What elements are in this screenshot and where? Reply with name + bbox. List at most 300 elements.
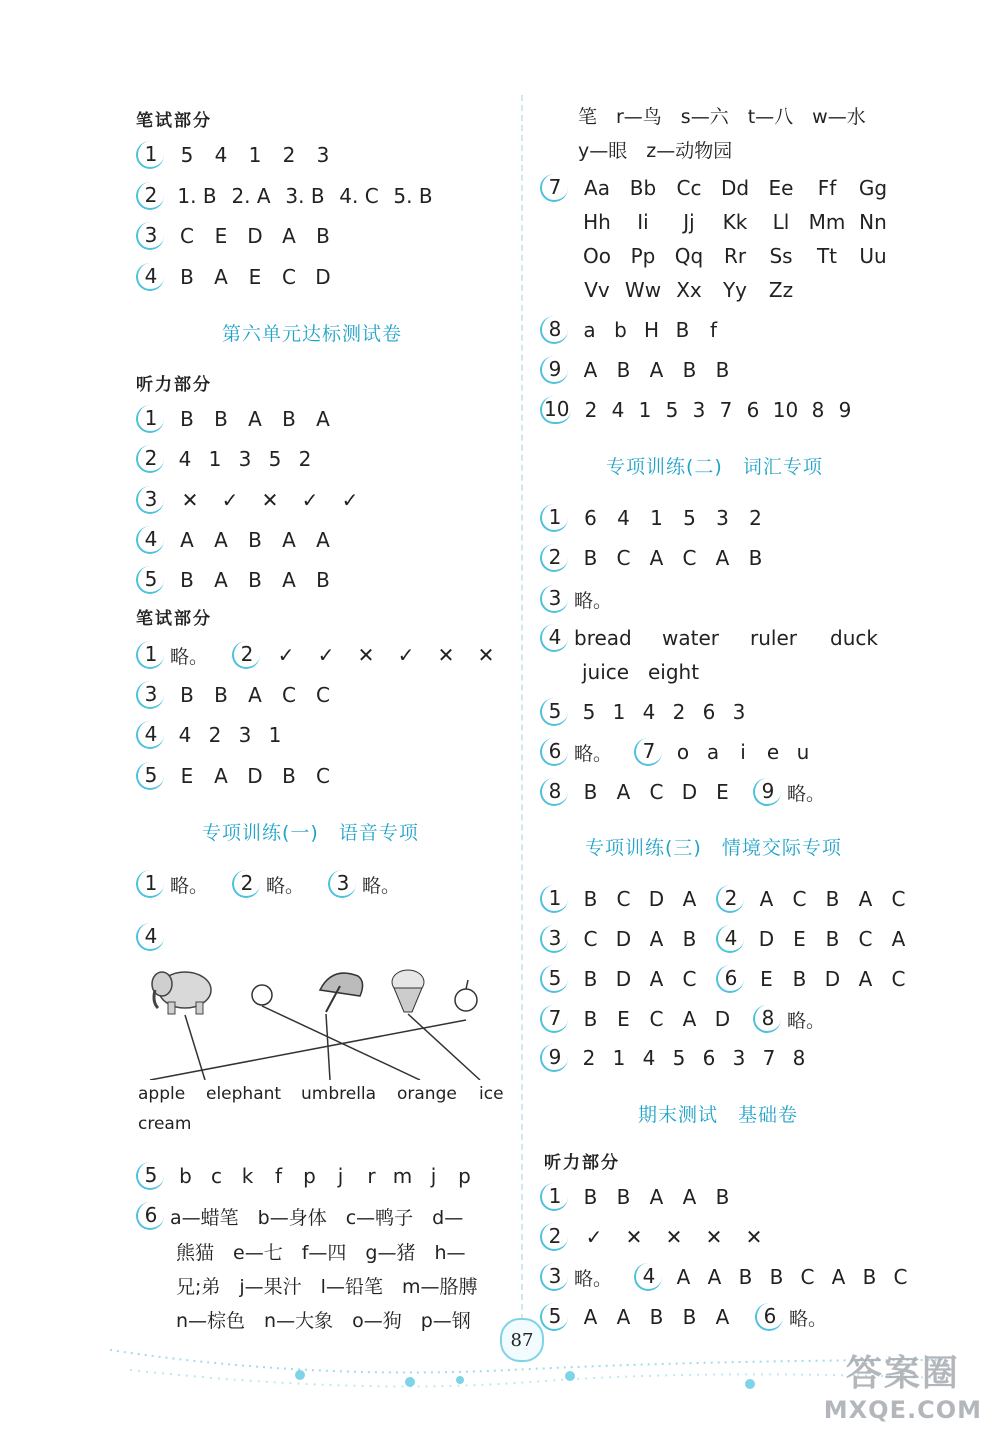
- answer-row: [136, 679, 340, 711]
- answer: 1: [650, 506, 663, 530]
- question-number: 8: [753, 1005, 781, 1033]
- question-number: 3: [328, 870, 356, 898]
- answer: E: [617, 1007, 630, 1031]
- answer: B: [583, 887, 598, 911]
- question-number: 7: [540, 1005, 568, 1033]
- answer: B: [282, 407, 296, 431]
- answer: C: [891, 887, 906, 911]
- answer: 3. B: [285, 184, 325, 208]
- question-number: 6: [755, 1303, 783, 1331]
- answer: B: [180, 683, 194, 707]
- question-number: 4: [136, 923, 164, 951]
- answer: A: [248, 683, 262, 707]
- special1-heading: 专项训练(一) 语音专项: [202, 822, 419, 844]
- question-number: 5: [540, 965, 568, 993]
- answer-row: [540, 1301, 827, 1333]
- answer: C: [649, 1007, 664, 1031]
- cross-mark: ✕: [665, 1225, 683, 1249]
- letter-pair: Ss: [769, 244, 793, 268]
- answer: A: [282, 224, 296, 248]
- answer: c: [211, 1164, 222, 1188]
- answer: B: [825, 887, 840, 911]
- question-number: 7: [634, 738, 662, 766]
- answer: i: [740, 740, 746, 764]
- answer: 1: [208, 447, 222, 471]
- apple-icon: [455, 980, 477, 1011]
- answer-row: [136, 220, 340, 252]
- answer: p: [303, 1164, 316, 1188]
- answer: B: [675, 318, 690, 342]
- answer: 3: [316, 143, 330, 167]
- answer: A: [214, 764, 228, 788]
- answer: B: [715, 1185, 730, 1209]
- answer-row: [136, 443, 320, 475]
- answer: b: [179, 1164, 192, 1188]
- answer: C: [891, 967, 906, 991]
- word-apple: apple: [138, 1084, 186, 1104]
- answer: j: [337, 1164, 344, 1188]
- question-number: 3: [540, 1263, 568, 1291]
- answer: 2: [584, 398, 598, 422]
- question-number: 5: [136, 762, 164, 790]
- answer: 1: [612, 1046, 626, 1070]
- answer-row: [540, 1042, 814, 1074]
- answer-row: [540, 696, 754, 728]
- answer: E: [180, 764, 194, 788]
- question-number: 4: [136, 263, 164, 291]
- watermark-text: 答案圈: [845, 1353, 960, 1394]
- answer: A: [649, 967, 664, 991]
- answer-row: [540, 394, 858, 426]
- answer-row: [540, 1003, 825, 1035]
- answer: C: [893, 1265, 908, 1289]
- answer: 2: [298, 447, 312, 471]
- answer: 10: [772, 398, 799, 422]
- question-number: 1: [540, 885, 568, 913]
- answer: A: [715, 1305, 730, 1329]
- question-number: 3: [136, 486, 164, 514]
- answer: 2. A: [231, 184, 271, 208]
- answer: 2: [208, 723, 222, 747]
- question-number: 4: [716, 925, 744, 953]
- answer: A: [583, 1305, 598, 1329]
- answer: A: [282, 528, 296, 552]
- answer-row: [540, 1181, 739, 1213]
- column-divider: [521, 95, 523, 1330]
- answer-row: [540, 963, 915, 995]
- answer: B: [214, 683, 228, 707]
- question-number: 6: [136, 1202, 164, 1230]
- letter-pair: Uu: [859, 244, 887, 268]
- answer-row: [136, 719, 290, 751]
- question-number: 1: [136, 870, 164, 898]
- answer: A: [649, 358, 664, 382]
- question-number: 9: [540, 1044, 568, 1072]
- answer: D: [247, 764, 263, 788]
- answer: C: [180, 224, 194, 248]
- answer: 5: [672, 1046, 686, 1070]
- answer-row: [540, 354, 739, 386]
- question-number: 10: [540, 396, 571, 424]
- answer: 略。: [574, 589, 613, 612]
- final-test-heading: 期末测试 基础卷: [638, 1104, 799, 1126]
- answer: 3: [732, 700, 746, 724]
- letter-pair: Ff: [817, 176, 837, 200]
- answer: 5: [665, 398, 679, 422]
- answer: 2: [582, 1046, 596, 1070]
- answer: 略。: [170, 874, 209, 897]
- answer: C: [316, 764, 330, 788]
- section-title-listening: 听力部分: [544, 1153, 620, 1173]
- answer-row: [136, 524, 340, 556]
- answer: E: [716, 780, 729, 804]
- letter-pair: Ll: [772, 210, 790, 234]
- answer: C: [583, 927, 598, 951]
- answer: p: [458, 1164, 471, 1188]
- section-title-written: 笔试部分: [136, 609, 212, 629]
- question-number: 1: [540, 504, 568, 532]
- answer: A: [858, 967, 873, 991]
- answer: 1. B: [177, 184, 217, 208]
- letter-pair: Qq: [674, 244, 704, 268]
- word-ice: ice: [479, 1084, 504, 1104]
- answer: D: [648, 887, 665, 911]
- special3-heading: 专项训练(三) 情境交际专项: [585, 837, 842, 859]
- answer-row: [136, 403, 340, 435]
- answer: B: [748, 546, 763, 570]
- letter-pair: Rr: [723, 244, 747, 268]
- answer-row: [136, 1200, 463, 1232]
- answer: 略。: [787, 782, 826, 805]
- answer-row: [540, 542, 772, 574]
- question-number: 8: [540, 316, 568, 344]
- answer: 略。: [787, 1009, 826, 1032]
- answer: 5: [180, 143, 194, 167]
- answer: A: [649, 927, 664, 951]
- answer: A: [891, 927, 906, 951]
- answer: 8: [811, 398, 825, 422]
- answer: A: [583, 358, 598, 382]
- cross-mark: ✕: [357, 643, 375, 667]
- check-mark: ✓: [397, 643, 415, 667]
- question-number: 6: [540, 738, 568, 766]
- answer: A: [682, 1007, 697, 1031]
- question-number: 2: [136, 445, 164, 473]
- letter-pair: Xx: [676, 278, 702, 302]
- answer: 3: [716, 506, 729, 530]
- answer: B: [214, 407, 228, 431]
- answer: B: [583, 780, 598, 804]
- answer: 5: [268, 447, 282, 471]
- question-number: 4: [136, 721, 164, 749]
- answer: D: [681, 780, 698, 804]
- answer: A: [616, 1305, 631, 1329]
- answer-row: [540, 314, 729, 346]
- section-title-written: 笔试部分: [136, 111, 212, 131]
- answer-row: [582, 656, 708, 688]
- answer: 3: [732, 1046, 746, 1070]
- answer-row: [136, 564, 340, 596]
- question-number: 3: [136, 222, 164, 250]
- answer-line: y—眼 z—动物园: [578, 140, 733, 162]
- answer: D: [758, 927, 775, 951]
- answer: E: [760, 967, 773, 991]
- answer: B: [583, 1185, 598, 1209]
- special2-heading: 专项训练(二) 词汇专项: [606, 456, 823, 478]
- question-number: 1: [136, 141, 164, 169]
- letter-pair: Gg: [858, 176, 888, 200]
- answer: a: [583, 318, 596, 342]
- alphabet-row: [574, 240, 896, 272]
- answer: 6: [746, 398, 760, 422]
- word-cream: cream: [138, 1114, 192, 1134]
- cross-mark: ✕: [261, 488, 279, 512]
- answer: 2: [672, 700, 686, 724]
- answer: C: [282, 683, 296, 707]
- letter-pair: Nn: [859, 210, 887, 234]
- answer: 4: [642, 700, 656, 724]
- letter-pair: Tt: [816, 244, 838, 268]
- answer: b: [614, 318, 627, 342]
- answer: a: [706, 740, 720, 764]
- answer: B: [792, 967, 807, 991]
- alphabet-row: [574, 274, 804, 306]
- answer: C: [858, 927, 873, 951]
- answer-row: [136, 484, 370, 516]
- answer: D: [714, 1007, 731, 1031]
- check-mark: ✓: [585, 1225, 603, 1249]
- answer: e: [766, 740, 780, 764]
- answer: A: [759, 887, 774, 911]
- answer: A: [858, 887, 873, 911]
- answer: 4: [178, 723, 192, 747]
- answer: 7: [762, 1046, 776, 1070]
- answer: B: [248, 568, 262, 592]
- check-mark: ✓: [301, 488, 319, 512]
- umbrella-icon: [320, 973, 363, 1012]
- answer: A: [676, 1265, 691, 1289]
- answer-row: [540, 1261, 916, 1293]
- question-number: 5: [540, 698, 568, 726]
- answer: k: [241, 1164, 254, 1188]
- answer: A: [682, 1185, 697, 1209]
- answer: 2: [282, 143, 296, 167]
- letter-pair: Vv: [584, 278, 610, 302]
- question-number: 4: [540, 624, 568, 652]
- answer: 略。: [789, 1307, 828, 1330]
- answer-line: 兄;弟 j—果汁 l—铅笔 m—胳膊: [176, 1276, 478, 1298]
- answer-row: [540, 622, 882, 654]
- answer: 4: [617, 506, 630, 530]
- answer: j: [430, 1164, 437, 1188]
- answer: C: [316, 683, 330, 707]
- letter-pair: Mm: [808, 210, 846, 234]
- question-number: 6: [716, 965, 744, 993]
- answer: A: [715, 546, 730, 570]
- answer: A: [214, 568, 228, 592]
- answer: 6: [702, 1046, 716, 1070]
- question-number: 5: [540, 1303, 568, 1331]
- answer-row: [136, 639, 506, 671]
- answer: 略。: [574, 1267, 613, 1290]
- question-number: 2: [540, 544, 568, 572]
- answer: H: [643, 318, 660, 342]
- cross-mark: ✕: [625, 1225, 643, 1249]
- answer: C: [800, 1265, 815, 1289]
- cross-mark: ✕: [437, 643, 455, 667]
- answer: B: [616, 358, 631, 382]
- answer: 3: [692, 398, 706, 422]
- answer-row: [540, 776, 825, 808]
- answer: 4: [642, 1046, 656, 1070]
- question-number: 2: [136, 182, 164, 210]
- answer: E: [793, 927, 806, 951]
- answer: 1: [612, 700, 626, 724]
- question-number: 2: [232, 641, 260, 669]
- letter-pair: Hh: [583, 210, 611, 234]
- answer-row: [136, 921, 170, 953]
- answer: B: [583, 546, 598, 570]
- answer: 5: [582, 700, 596, 724]
- answer: 6: [702, 700, 716, 724]
- answer: B: [738, 1265, 753, 1289]
- answer: B: [180, 568, 194, 592]
- answer: o: [676, 740, 690, 764]
- letter-pair: Ee: [768, 176, 794, 200]
- answer: A: [214, 528, 228, 552]
- question-number: 9: [540, 356, 568, 384]
- letter-pair: Pp: [630, 244, 656, 268]
- answer: r: [367, 1164, 376, 1188]
- answer: B: [316, 224, 330, 248]
- check-mark: ✓: [341, 488, 359, 512]
- answer: 略。: [170, 645, 209, 668]
- word-elephant: elephant: [206, 1084, 282, 1104]
- letter-pair: Zz: [768, 278, 794, 302]
- answer-row: [540, 923, 915, 955]
- answer: 略。: [362, 874, 401, 897]
- check-mark: ✓: [277, 643, 295, 667]
- answer: 5. B: [393, 184, 433, 208]
- answer: A: [282, 568, 296, 592]
- answer-row: [540, 736, 818, 768]
- answer-line: 笔 r—鸟 s—六 t—八 w—水: [578, 106, 866, 128]
- answer: 略。: [266, 874, 305, 897]
- answer: A: [214, 265, 228, 289]
- watermark-logo: [824, 1345, 982, 1424]
- answer: B: [715, 358, 730, 382]
- matching-lines: [150, 1006, 480, 1080]
- letter-pair: Bb: [629, 176, 657, 200]
- answer-line: n—棕色 n—大象 o—狗 p—钢: [176, 1310, 471, 1332]
- answer: B: [180, 407, 194, 431]
- answer: A: [616, 780, 631, 804]
- answer: C: [792, 887, 807, 911]
- answer: C: [649, 780, 664, 804]
- answer: B: [682, 927, 697, 951]
- answer: 1: [268, 723, 282, 747]
- answer: A: [180, 528, 194, 552]
- answer: A: [316, 528, 330, 552]
- answer: 1: [248, 143, 262, 167]
- answer-row: [136, 139, 340, 171]
- word-orange: orange: [397, 1084, 457, 1104]
- answer-line: 熊猫 e—七 f—四 g—猪 h—: [176, 1242, 466, 1264]
- answer: B: [682, 1305, 697, 1329]
- answer: B: [248, 528, 262, 552]
- elephant-icon: [152, 972, 211, 1014]
- answer-word: duck: [830, 626, 878, 650]
- question-number: 2: [232, 870, 260, 898]
- question-number: 8: [540, 778, 568, 806]
- question-number: 3: [540, 925, 568, 953]
- answer-row: [136, 180, 440, 212]
- question-number: 4: [634, 1263, 662, 1291]
- answer: C: [682, 546, 697, 570]
- letter-pair: Dd: [720, 176, 750, 200]
- answer: D: [824, 967, 841, 991]
- question-number: 1: [540, 1183, 568, 1211]
- answer: B: [282, 764, 296, 788]
- watermark-url: MXQE.COM: [823, 1396, 982, 1424]
- letter-pair: Jj: [683, 210, 695, 234]
- answer: 8: [792, 1046, 806, 1070]
- check-mark: ✓: [221, 488, 239, 512]
- answer: A: [316, 407, 330, 431]
- answer: D: [315, 265, 331, 289]
- answer: E: [214, 224, 228, 248]
- answer-word: eight: [648, 660, 700, 684]
- question-number: 7: [540, 174, 568, 202]
- letter-pair: Aa: [584, 176, 610, 200]
- question-number: 1: [136, 405, 164, 433]
- answer-row: [540, 1221, 774, 1253]
- answer: B: [583, 1007, 598, 1031]
- answer-row: [540, 883, 915, 915]
- answer-word: ruler: [750, 626, 797, 650]
- question-number: 9: [753, 778, 781, 806]
- answer: D: [247, 224, 263, 248]
- answer: E: [248, 265, 262, 289]
- letter-pair: Kk: [722, 210, 748, 234]
- unit6-heading: 第六单元达标测试卷: [222, 323, 403, 345]
- section-title-listening: 听力部分: [136, 375, 212, 395]
- answer: A: [682, 887, 697, 911]
- question-number: 3: [540, 585, 568, 613]
- answer-row: [136, 868, 424, 900]
- answer-row: [136, 261, 340, 293]
- answer: B: [769, 1265, 784, 1289]
- cross-mark: ✕: [745, 1225, 763, 1249]
- answer: 2: [749, 506, 762, 530]
- question-number: 3: [136, 681, 164, 709]
- question-number: 2: [540, 1223, 568, 1251]
- letter-pair: Cc: [676, 176, 702, 200]
- answer-row: [136, 1160, 480, 1192]
- answer: 4. C: [339, 184, 379, 208]
- answer: A: [707, 1265, 722, 1289]
- answer: A: [831, 1265, 846, 1289]
- answer: 4: [178, 447, 192, 471]
- answer: B: [616, 1185, 631, 1209]
- answer: 3: [238, 723, 252, 747]
- question-number: 5: [136, 1162, 164, 1190]
- answer: B: [583, 967, 598, 991]
- answer: 1: [638, 398, 652, 422]
- answer: u: [796, 740, 810, 764]
- question-number: 1: [136, 641, 164, 669]
- answer: 4: [611, 398, 625, 422]
